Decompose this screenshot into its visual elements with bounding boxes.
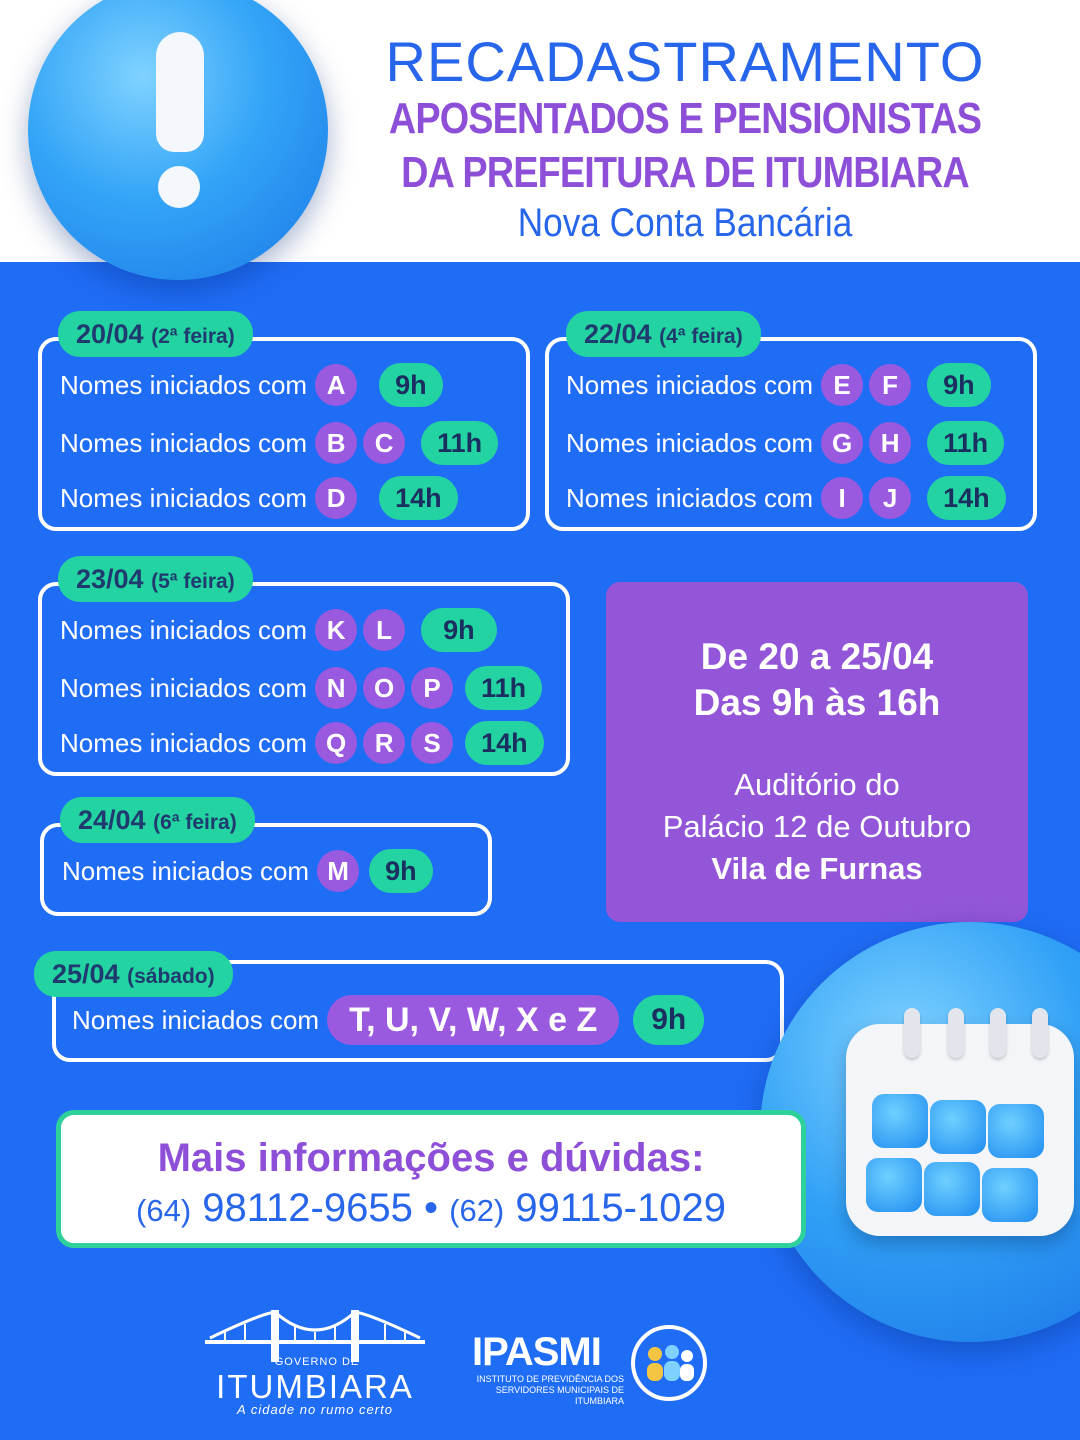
weekday-day2: (4ª feira) [659,325,743,348]
contact-box [56,1110,806,1248]
info-box [606,582,1028,922]
schedule-row [566,420,1004,466]
date-tag-day5 [34,951,233,997]
letter-badge: G [821,422,863,464]
row-label: Nomes iniciados com [72,1004,320,1035]
ipasmi-subtitle: INSTITUTO DE PREVIDÊNCIA DOS SERVIDORES MUNICIPAIS DE ITUMBIARA [476,1374,624,1406]
schedule-row [60,420,498,466]
schedule-row [60,475,458,521]
row-label: Nomes iniciados com [60,369,308,400]
date-tag-day4 [60,797,255,843]
schedule-row [72,994,704,1046]
letter-badge: Q [315,722,357,764]
phone2-number[interactable]: 99115-1029 [515,1186,726,1230]
letter-badge: L [363,609,405,651]
calendar-ring-icon [1032,1008,1048,1058]
calendar-cell [924,1162,980,1216]
row-label: Nomes iniciados com [60,614,308,645]
letter-group-badge: T, U, V, W, X e Z [327,995,619,1045]
contact-heading: Mais informações e dúvidas: [157,1136,705,1180]
gov-tagline: A cidade no rumo certo [237,1402,393,1417]
phone1-ddd: (64) [136,1193,192,1228]
row-label: Nomes iniciados com [566,369,814,400]
time-badge: 9h [421,608,497,652]
schedule-row [60,362,443,408]
calendar-cell [872,1094,928,1148]
subtitle-line2: DA PREFEITURA DE ITUMBIARA [401,148,969,197]
schedule-row [566,362,991,408]
date-tag-day1 [58,311,253,357]
letter-badge: F [869,364,911,406]
calendar-cell [982,1168,1038,1222]
letter-badge: P [411,667,453,709]
page-title: RECADASTRAMENTO [385,30,985,93]
weekday-day5: (sábado) [127,965,215,988]
schedule-row [566,475,1006,521]
time-badge: 14h [379,476,458,520]
row-label: Nomes iniciados com [60,672,308,703]
date-day2: 22/04 [584,319,652,349]
people-logo-icon [630,1324,708,1402]
schedule-row [60,720,544,766]
schedule-row [60,665,542,711]
info-place-line3: Vila de Furnas [711,851,923,886]
time-badge: 11h [927,421,1004,465]
time-badge: 9h [927,363,991,407]
schedule-row [60,607,497,653]
letter-badge: B [315,422,357,464]
letter-badge: H [869,422,911,464]
letter-badge: C [363,422,405,464]
time-badge: 11h [421,421,498,465]
weekday-day3: (5ª feira) [151,570,235,593]
row-label: Nomes iniciados com [60,727,308,758]
row-label: Nomes iniciados com [60,427,308,458]
phone1-number[interactable]: 98112-9655 [202,1186,413,1230]
date-day1: 20/04 [76,319,144,349]
row-label: Nomes iniciados com [566,427,814,458]
phone2-ddd: (62) [449,1193,505,1228]
letter-badge: N [315,667,357,709]
ipasmi-logo [472,1328,712,1408]
date-tag-day3 [58,556,253,602]
date-day4: 24/04 [78,805,146,835]
letter-badge: R [363,722,405,764]
time-badge: 14h [927,476,1006,520]
info-place-line2: Palácio 12 de Outubro [662,809,972,844]
letter-badge: J [869,477,911,519]
letter-badge: E [821,364,863,406]
letter-badge: I [821,477,863,519]
date-tag-day2 [566,311,761,357]
calendar-ring-icon [948,1008,964,1058]
letter-badge: M [317,850,359,892]
contact-phones [61,1183,801,1236]
letter-badge: O [363,667,405,709]
schedule-row [62,848,433,894]
gov-name: ITUMBIARA [216,1368,414,1405]
subtitle-line1: APOSENTADOS E PENSIONISTAS [388,94,982,143]
time-badge: 11h [465,666,542,710]
itumbiara-logo [205,1308,425,1418]
time-badge: 14h [465,721,544,765]
letter-badge: D [315,477,357,519]
row-label: Nomes iniciados com [62,855,310,886]
letter-badge: A [315,364,357,406]
weekday-day4: (6ª feira) [153,811,237,834]
row-label: Nomes iniciados com [566,482,814,513]
letter-badge: S [411,722,453,764]
row-label: Nomes iniciados com [60,482,308,513]
calendar-ring-icon [904,1008,920,1058]
date-day5: 25/04 [52,959,120,989]
calendar-cell [988,1104,1044,1158]
info-period: De 20 a 25/04 [700,636,934,677]
info-place-line1: Auditório do [734,767,900,802]
time-badge: 9h [633,995,704,1045]
time-badge: 9h [369,849,433,893]
phone-separator: • [423,1186,438,1230]
letter-badge: K [315,609,357,651]
calendar-cell [866,1158,922,1212]
info-hours: Das 9h às 16h [693,682,941,723]
title-block [340,32,1030,246]
time-badge: 9h [379,363,443,407]
weekday-day1: (2ª feira) [151,325,235,348]
calendar-cell [930,1100,986,1154]
subtitle-line3: Nova Conta Bancária [517,201,853,245]
gov-label: GOVERNO DE [274,1356,360,1368]
ipasmi-name: IPASMI [472,1330,601,1374]
date-day3: 23/04 [76,564,144,594]
calendar-ring-icon [990,1008,1006,1058]
